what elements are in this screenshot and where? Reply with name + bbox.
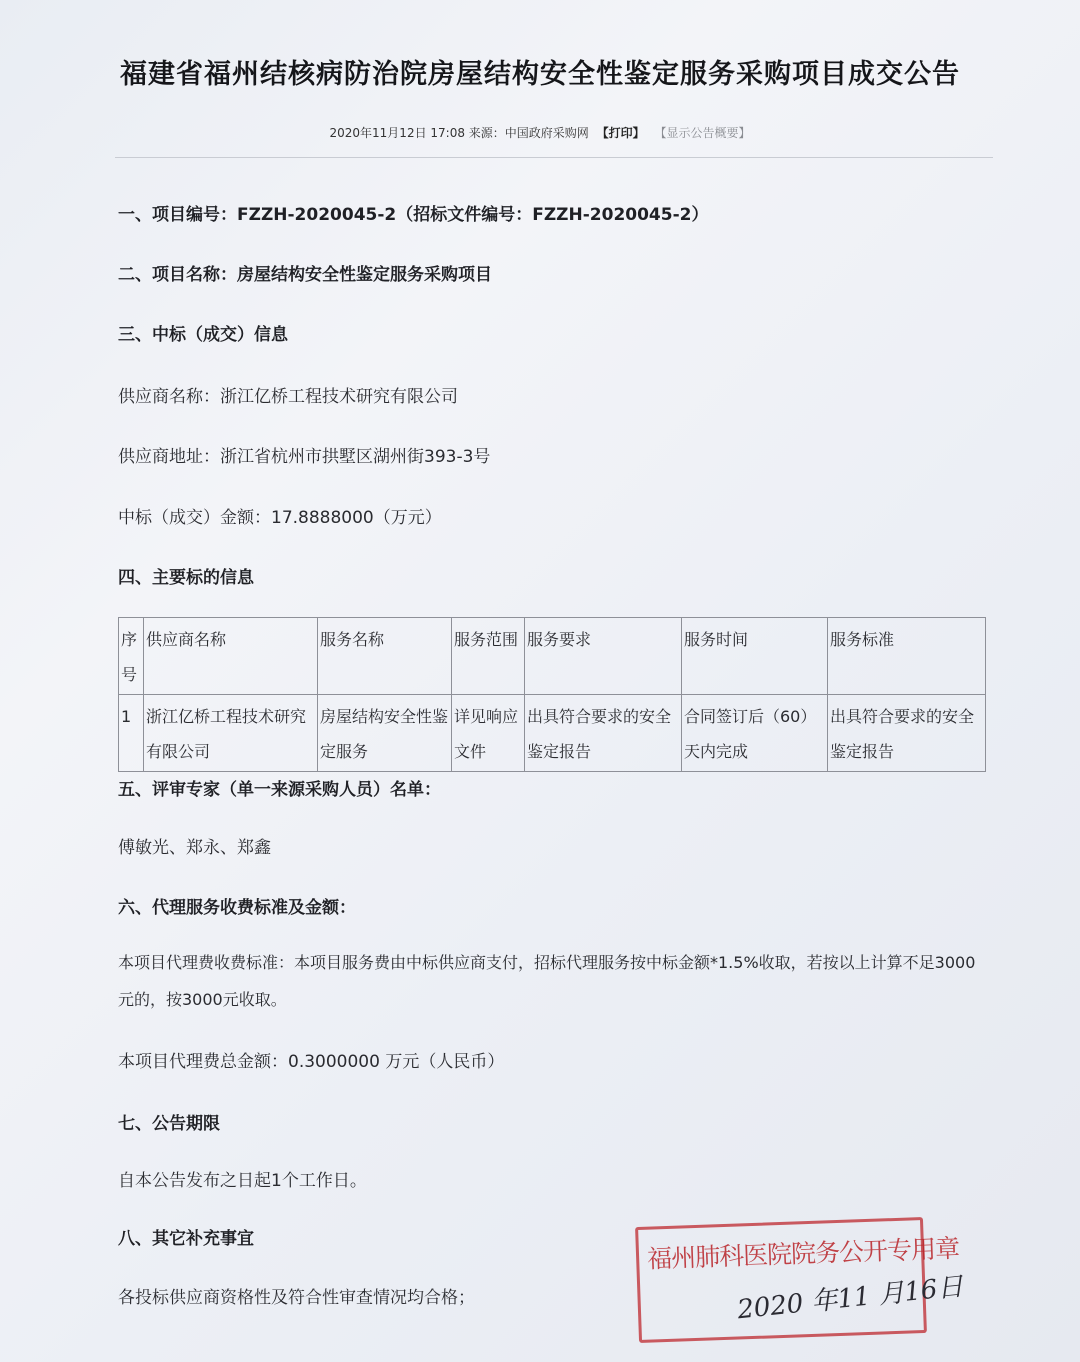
header-cell: 服务要求 <box>525 618 682 695</box>
fee-standard: 本项目代理费收费标准：本项目服务费由中标供应商支付，招标代理服务按中标金额*1.5%收取，若按以上计算不足3000元的，按3000元收取。 <box>118 953 976 1009</box>
header-cell: 供应商名称 <box>144 618 318 695</box>
notice-period: 自本公告发布之日起1个工作日。 <box>118 1171 367 1191</box>
official-stamp <box>635 1217 965 1343</box>
supplier-name: 供应商名称：浙江亿桥工程技术研究有限公司 <box>118 387 458 407</box>
announcement-meta <box>0 124 1080 141</box>
table-cell: 出具符合要求的安全鉴定报告 <box>525 695 682 772</box>
show-summary-link[interactable]: 【显示公告概要】 <box>654 126 751 140</box>
date-source: 2020年11月12日 17:08 来源：中国政府采购网 <box>329 126 589 140</box>
stamp-text: 福州肺科医院院务公开专用章 <box>646 1233 960 1274</box>
section-agency-fee: 六、代理服务收费标准及金额： <box>118 898 356 918</box>
print-link[interactable]: 【打印】 <box>596 126 645 140</box>
divider <box>115 157 993 158</box>
award-amount: 中标（成交）金额：17.8888000（万元） <box>118 508 442 528</box>
section-project-number: 一、项目编号：FZZH-2020045-2（招标文件编号：FZZH-2020045-2） <box>118 205 709 225</box>
section-award-info: 三、中标（成交）信息 <box>118 325 288 345</box>
section-main-items: 四、主要标的信息 <box>118 568 254 588</box>
handwritten-date: 2020 年11 月16日 <box>735 1271 965 1326</box>
table-row <box>119 695 986 772</box>
header-cell: 服务范围 <box>452 618 525 695</box>
header-cell: 服务名称 <box>318 618 452 695</box>
section-notice-period: 七、公告期限 <box>118 1114 220 1134</box>
main-items-table <box>118 617 986 772</box>
table-cell: 详见响应文件 <box>452 695 525 772</box>
header-cell: 序号 <box>119 618 144 695</box>
section-project-name: 二、项目名称：房屋结构安全性鉴定服务采购项目 <box>118 265 492 285</box>
section-experts: 五、评审专家（单一来源采购人员）名单： <box>118 780 441 800</box>
header-cell: 服务标准 <box>828 618 986 695</box>
page-title: 福建省福州结核病防治院房屋结构安全性鉴定服务采购项目成交公告 <box>120 59 960 90</box>
table-cell: 出具符合要求的安全鉴定报告 <box>828 695 986 772</box>
expert-list: 傅敏光、郑永、郑鑫 <box>118 838 271 858</box>
table-cell: 房屋结构安全性鉴定服务 <box>318 695 452 772</box>
supplier-address: 供应商地址：浙江省杭州市拱墅区湖州街393-3号 <box>118 447 491 467</box>
section-other: 八、其它补充事宜 <box>118 1229 254 1249</box>
header-cell: 服务时间 <box>682 618 828 695</box>
table-header-row <box>119 618 986 695</box>
table-cell: 1 <box>119 695 144 772</box>
fee-total: 本项目代理费总金额：0.3000000 万元（人民币） <box>118 1052 505 1072</box>
table-cell: 合同签订后（60）天内完成 <box>682 695 828 772</box>
other-matters: 各投标供应商资格性及符合性审查情况均合格； <box>118 1288 475 1308</box>
table-cell: 浙江亿桥工程技术研究有限公司 <box>144 695 318 772</box>
